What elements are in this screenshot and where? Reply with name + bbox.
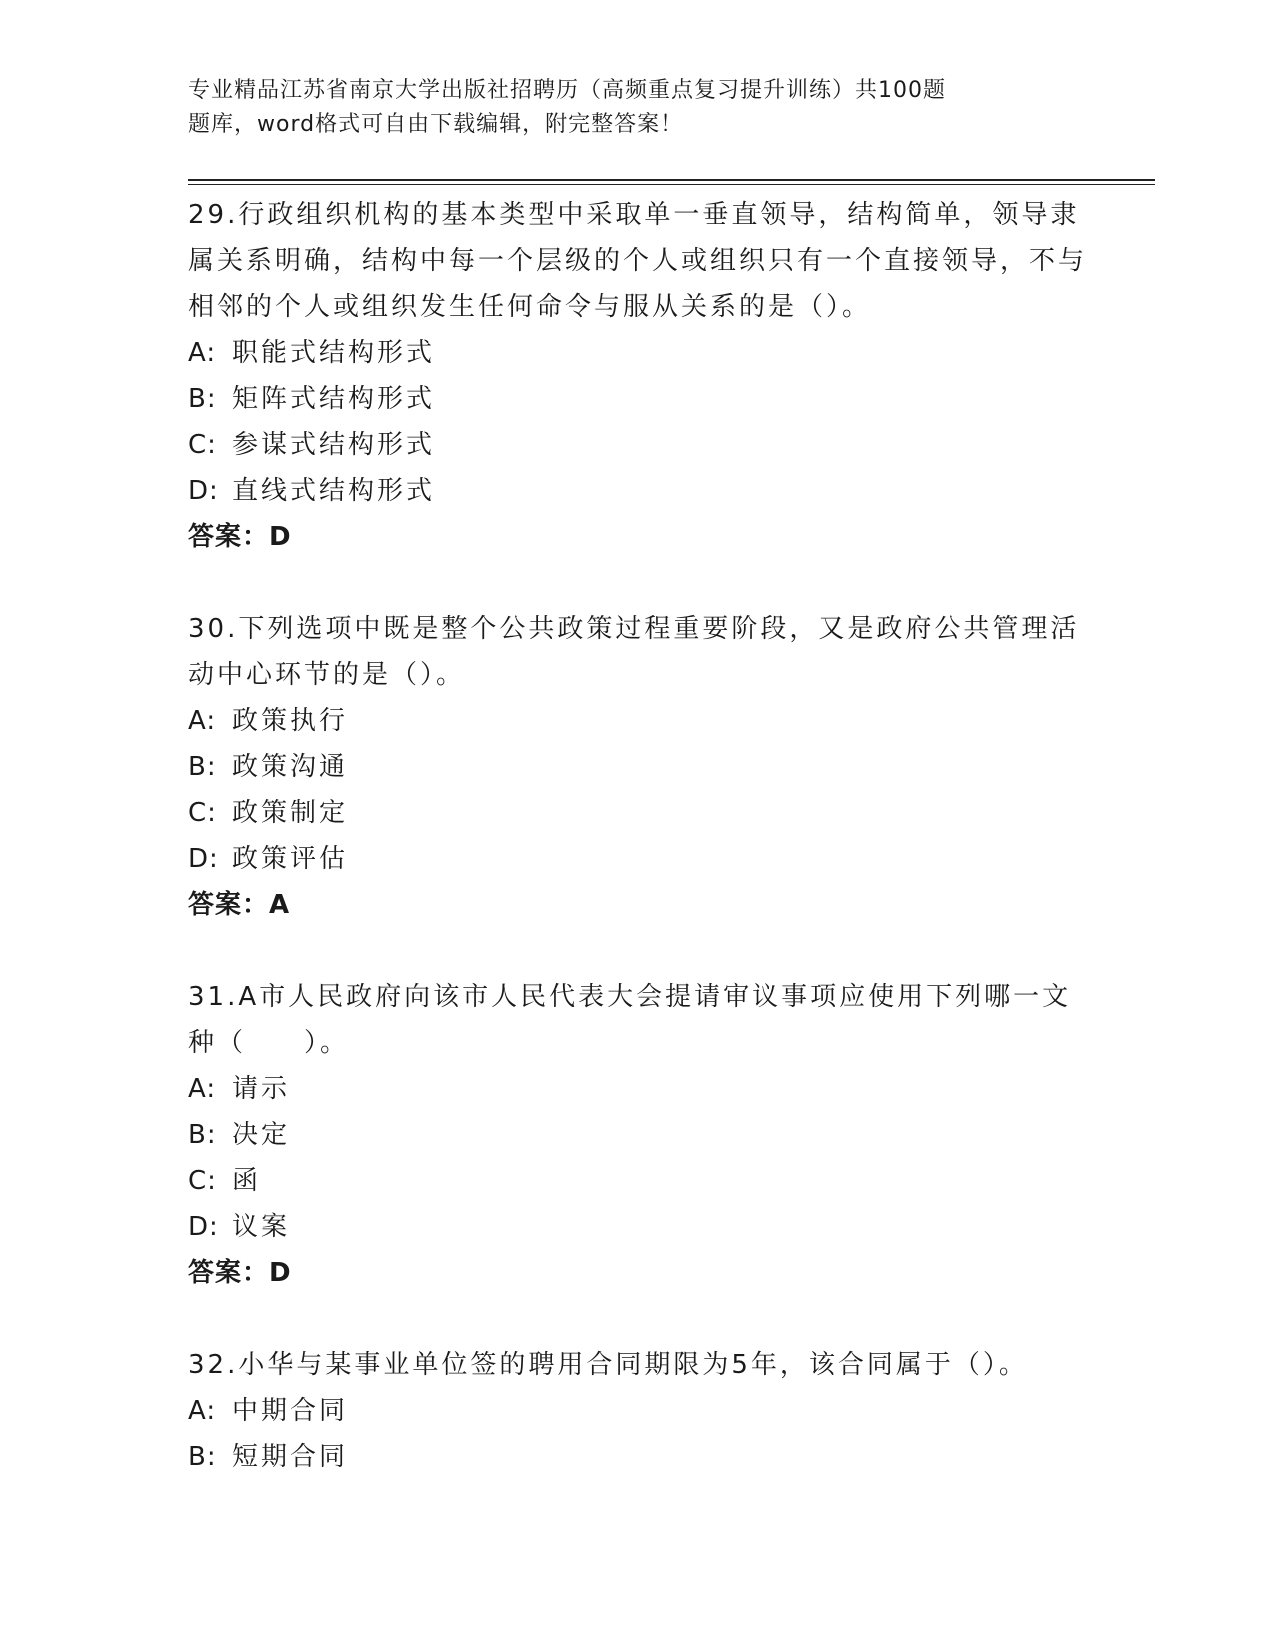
option-key: B:	[188, 384, 217, 414]
question-text: 31.A市人民政府向该市人民代表大会提请审议事项应使用下列哪一文种（ ）。	[188, 982, 1072, 1058]
header-line-2: 题库，word格式可自由下载编辑，附完整答案！	[188, 112, 684, 137]
header-divider-thin	[188, 184, 1155, 185]
question-text: 30.下列选项中既是整个公共政策过程重要阶段，又是政府公共管理活动中心环节的是（）。	[188, 614, 1080, 690]
option-a	[188, 698, 1088, 744]
option-key: B:	[188, 752, 217, 782]
option-text: 职能式结构形式	[232, 338, 436, 368]
option-c	[188, 790, 1088, 836]
header-divider-thick	[188, 179, 1155, 181]
option-b	[188, 1434, 1088, 1480]
option-key: B:	[188, 1442, 217, 1472]
answer-line: 答案：D	[188, 522, 292, 552]
option-text: 决定	[232, 1120, 291, 1150]
option-d	[188, 468, 1088, 514]
question-32	[188, 1342, 1088, 1480]
question-text: 32.小华与某事业单位签的聘用合同期限为5年，该合同属于（）。	[188, 1350, 1028, 1380]
option-text: 政策沟通	[232, 752, 349, 782]
option-key: C:	[188, 798, 217, 828]
option-key: A:	[188, 706, 217, 736]
question-31	[188, 974, 1088, 1296]
option-key: A:	[188, 1396, 217, 1426]
option-text: 政策评估	[232, 844, 349, 874]
option-c	[188, 1158, 1088, 1204]
option-b	[188, 744, 1088, 790]
option-text: 矩阵式结构形式	[232, 384, 436, 414]
option-key: D:	[188, 1212, 219, 1242]
option-d	[188, 1204, 1088, 1250]
option-a	[188, 330, 1088, 376]
option-key: C:	[188, 430, 217, 460]
option-text: 直线式结构形式	[232, 476, 436, 506]
header-line-1: 专业精品江苏省南京大学出版社招聘历（高频重点复习提升训练）共100题	[188, 78, 946, 103]
option-a	[188, 1066, 1088, 1112]
option-c	[188, 422, 1088, 468]
option-key: C:	[188, 1166, 217, 1196]
option-key: D:	[188, 844, 219, 874]
option-text: 短期合同	[232, 1442, 349, 1472]
option-key: B:	[188, 1120, 217, 1150]
option-text: 议案	[232, 1212, 291, 1242]
option-d	[188, 836, 1088, 882]
answer-line: 答案：A	[188, 890, 291, 920]
option-b	[188, 376, 1088, 422]
question-29	[188, 192, 1088, 560]
option-key: A:	[188, 1074, 217, 1104]
option-text: 中期合同	[232, 1396, 349, 1426]
option-text: 政策执行	[232, 706, 349, 736]
option-key: D:	[188, 476, 219, 506]
document-header	[188, 74, 1028, 142]
question-text: 29.行政组织机构的基本类型中采取单一垂直领导，结构简单，领导隶属关系明确，结构中每一个层级的个人或组织只有一个直接领导，不与相邻的个人或组织发生任何命令与服从关系的是（）。	[188, 200, 1088, 322]
option-text: 函	[232, 1166, 262, 1196]
option-a	[188, 1388, 1088, 1434]
option-text: 参谋式结构形式	[232, 430, 436, 460]
question-list	[188, 192, 1088, 1526]
question-30	[188, 606, 1088, 928]
option-text: 政策制定	[232, 798, 349, 828]
option-text: 请示	[232, 1074, 291, 1104]
option-key: A:	[188, 338, 217, 368]
option-b	[188, 1112, 1088, 1158]
answer-line: 答案：D	[188, 1258, 292, 1288]
